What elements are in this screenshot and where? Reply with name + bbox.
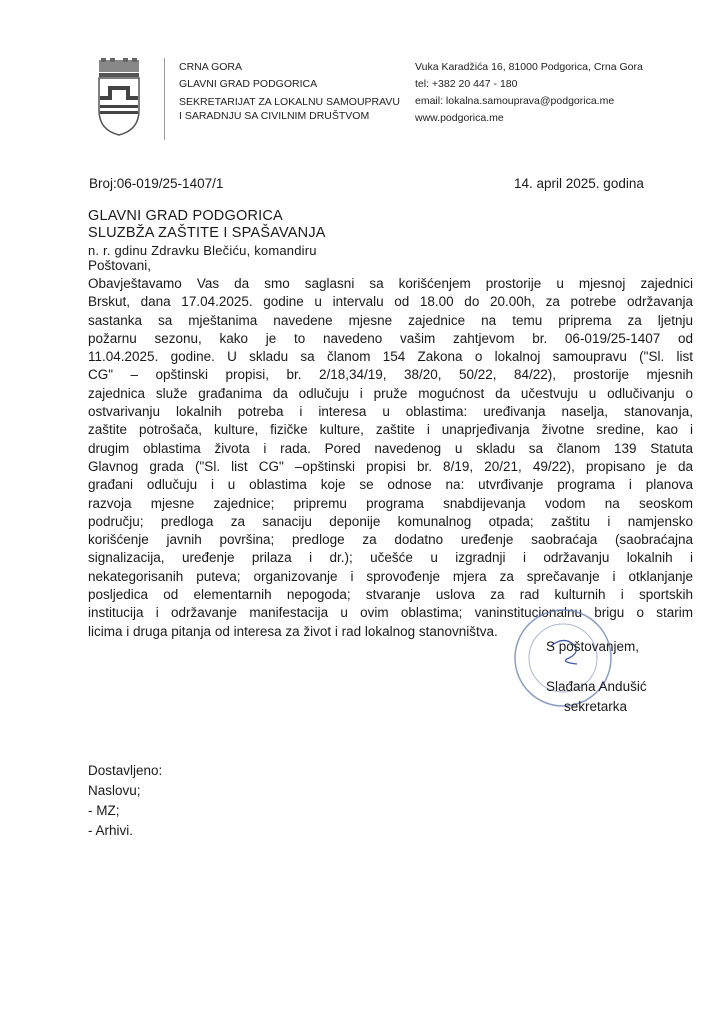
signatory-title: sekretarka	[564, 699, 628, 714]
body-line: licima i druga pitanja od interesa za život i rad lokalnog stanovništva.	[88, 623, 498, 639]
letterhead-right	[415, 59, 643, 127]
body-line: CG" – opštinski propisi, br. 2/18,34/19, 38/20, 50/22, 84/22), prostorije mjesnih	[88, 367, 693, 383]
body-line: požarnu sezonu, kako je to navedeno vašim zahtjevom br. 06-019/25-1407 od	[88, 330, 693, 346]
website: www.podgorica.me	[415, 112, 504, 124]
recipient-line3: n. r. gdinu Zdravku Blečiću, komandiru	[88, 243, 317, 258]
body-line: 11.04.2025. godine. U skladu sa članom 154 Zakona o lokalnoj samoupravu ("Sl. list	[88, 349, 693, 365]
body-line: drugim oblastima života i rada. Pored navedenog u skladu sa članom 139 Statuta	[88, 440, 693, 456]
body-line: zajednica služe građanima da odlučuju i pruže mogućnost da učestvuju u odlučivanju o	[88, 385, 693, 401]
closing-salutation: S poštovanjem,	[546, 639, 640, 654]
body-line: području; predloga za sanaciju deponije komunalnog otpada; zaštitu i namjensko	[88, 513, 693, 529]
coat-of-arms-logo	[96, 58, 142, 136]
body-line: korišćenje javnih površina; predloge za dodatno uređenje saobraćaja (saobraćajna	[88, 532, 693, 548]
country: CRNA GORA	[179, 61, 243, 73]
body-line: Glavnog grada ("Sl. list CG" –opštinski propisi br. 8/19, 20/21, 49/22), propisano je da	[88, 458, 693, 474]
city: GLAVNI GRAD PODGORICA	[179, 78, 318, 90]
distribution-list	[88, 761, 162, 841]
document-date: 14. april 2025. godina	[514, 176, 644, 191]
recipient-block	[88, 208, 326, 259]
header-divider	[164, 58, 165, 140]
body-line: institucija i održavanje manifestacija u ovim oblastima; vaninstitucionalnu brigu o starim	[88, 605, 693, 621]
distribution-item: Naslovu;	[88, 783, 141, 798]
department-line1: SEKRETARIJAT ZA LOKALNU SAMOUPRAVU	[179, 96, 400, 108]
distribution-item: - Arhivi.	[88, 823, 134, 838]
address: Vuka Karadžića 16, 81000 Podgorica, Crna Gora	[415, 61, 643, 73]
body-line: posljedica od elementarnih nepogoda; stvaranje uslova za rad kulturnih i sportskih	[88, 587, 693, 603]
department-line2: I SARADNJU SA CIVILNIM DRUŠTVOM	[179, 110, 370, 122]
signatory-name: Slađana Andušić	[546, 679, 647, 694]
body-line: signalizacija, uređenje prilaza i dr.); učešće u izgradnji i održavanju lokalnih i	[88, 550, 693, 566]
greeting: Poštovani,	[88, 258, 152, 273]
letter-body	[88, 275, 693, 641]
reference-number: Broj:06-019/25-1407/1	[89, 176, 224, 191]
body-line: zaštite potrošača, kulture, fizičke kulture, zaštite i unaprjeđivanja životne sredine, kao i	[88, 422, 693, 438]
distribution-heading: Dostavljeno:	[88, 763, 163, 778]
recipient-line2: SLUZBŽA ZAŠTITE I SPAŠAVANJA	[88, 225, 326, 241]
body-line: razvoja mjesne zajednice; pripremu programa snabdijevanja vodom na seoskom	[88, 495, 693, 511]
body-line: Obavještavamo Vas da smo saglasni sa korišćenjem prostorije u mjesnoj zajednici	[88, 276, 693, 291]
letterhead-left	[179, 59, 400, 123]
recipient-line1: GLAVNI GRAD PODGORICA	[88, 208, 283, 224]
telephone: tel: +382 20 447 - 180	[415, 78, 518, 90]
distribution-item: - MZ;	[88, 803, 120, 818]
signature-block	[546, 637, 647, 717]
body-line: Brskut, dana 17.04.2025. godine u intervalu od 18.00 do 20.00h, za potrebe održavanja	[88, 294, 693, 310]
body-line: sastanka sa mještanima navedene mjesne zajednice na temu priprema za ljetnju	[88, 312, 693, 328]
body-line: ostvarivanju lokalnih potreba i interesa u oblastima: uređivanja naselja, stanovanja,	[88, 404, 693, 420]
body-line: građani odlučuju i u oblastima koje se odnose na: utvrđivanje programa i planova	[88, 477, 693, 493]
email: email: lokalna.samouprava@podgorica.me	[415, 95, 615, 107]
body-line: nekategorisanih puteva; organizovanje i sprovođenje mjera za sprečavanje i otklanjanje	[88, 568, 693, 584]
